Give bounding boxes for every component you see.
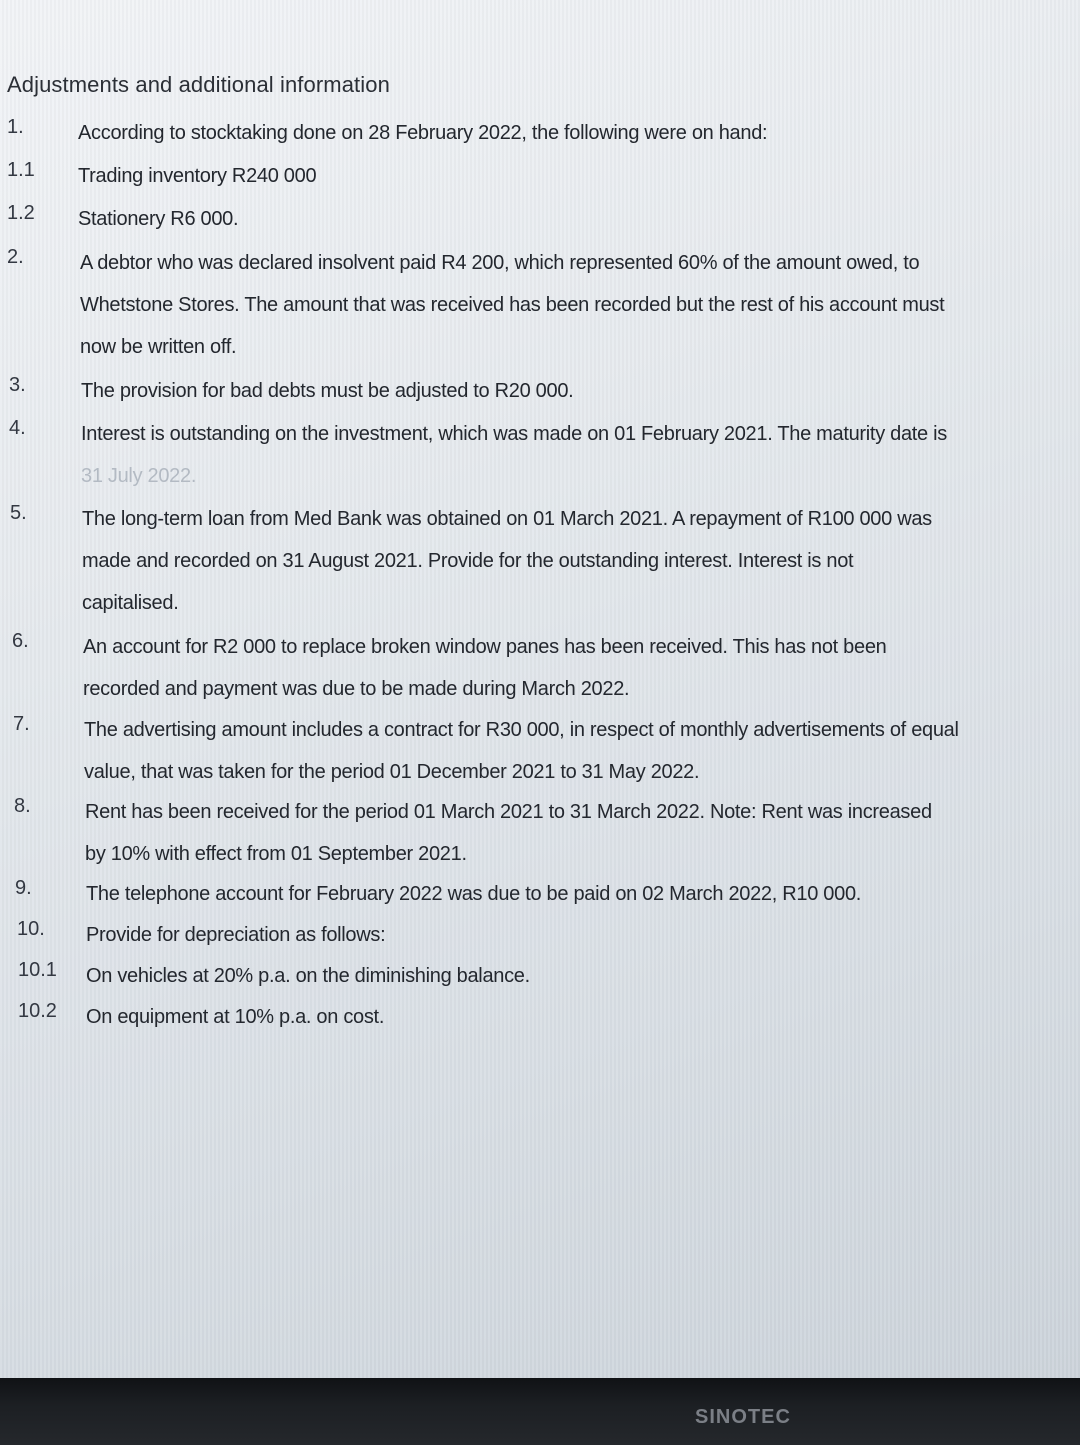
item-number: 10.	[17, 918, 45, 940]
item-text: Trading inventory R240 000	[78, 165, 317, 187]
monitor-brand-logo: SINOTEC	[695, 1406, 791, 1428]
item-text: An account for R2 000 to replace broken window panes has been received. This has not been recorded and payment was due to be made during March 2022.	[83, 636, 887, 700]
item-text: Rent has been received for the period 01 March 2021 to 31 March 2022. Note: Rent was increased by 10% with effect from 01 September 2021.	[85, 801, 932, 865]
item-number: 5.	[10, 502, 27, 524]
item-number: 4.	[9, 417, 26, 439]
item-number: 1.1	[7, 159, 35, 181]
monitor-bezel	[0, 1378, 1080, 1445]
item-text: The long-term loan from Med Bank was obtained on 01 March 2021. A repayment of R100 000 was made and recorded on 31 August 2021. Provide for the outstanding interest. Interest is not capitalised.	[82, 508, 932, 614]
item-text: Interest is outstanding on the investment, which was made on 01 February 2021. The maturity date is 31 July 2022.	[81, 423, 947, 487]
item-number: 6.	[12, 630, 29, 652]
item-text: Provide for depreciation as follows:	[86, 924, 386, 946]
item-number: 2.	[7, 246, 24, 268]
item-number: 10.1	[18, 959, 57, 981]
item-text: According to stocktaking done on 28 February 2022, the following were on hand:	[78, 122, 768, 144]
item-number: 3.	[9, 374, 26, 396]
item-text: The provision for bad debts must be adjusted to R20 000.	[81, 380, 574, 402]
item-text: A debtor who was declared insolvent paid R4 200, which represented 60% of the amount owed, to Whetstone Stores. The amount that was received has been recorded but the rest of his account must now be written off.	[80, 252, 945, 358]
item-text: The telephone account for February 2022 was due to be paid on 02 March 2022, R10 000.	[86, 883, 862, 905]
item-number: 1.	[7, 116, 24, 138]
item-number: 9.	[15, 877, 32, 899]
item-text: The advertising amount includes a contract for R30 000, in respect of monthly advertisements of equal value, that was taken for the period 01 December 2021 to 31 May 2022.	[84, 719, 959, 783]
document-title: Adjustments and additional information	[7, 72, 390, 97]
item-text: On vehicles at 20% p.a. on the diminishing balance.	[86, 965, 530, 987]
item-number: 7.	[13, 713, 30, 735]
item-number: 8.	[14, 795, 31, 817]
item-number: 1.2	[7, 202, 35, 224]
item-number: 10.2	[18, 1000, 57, 1022]
item-text: On equipment at 10% p.a. on cost.	[86, 1006, 385, 1028]
item-text: Stationery R6 000.	[78, 208, 239, 230]
